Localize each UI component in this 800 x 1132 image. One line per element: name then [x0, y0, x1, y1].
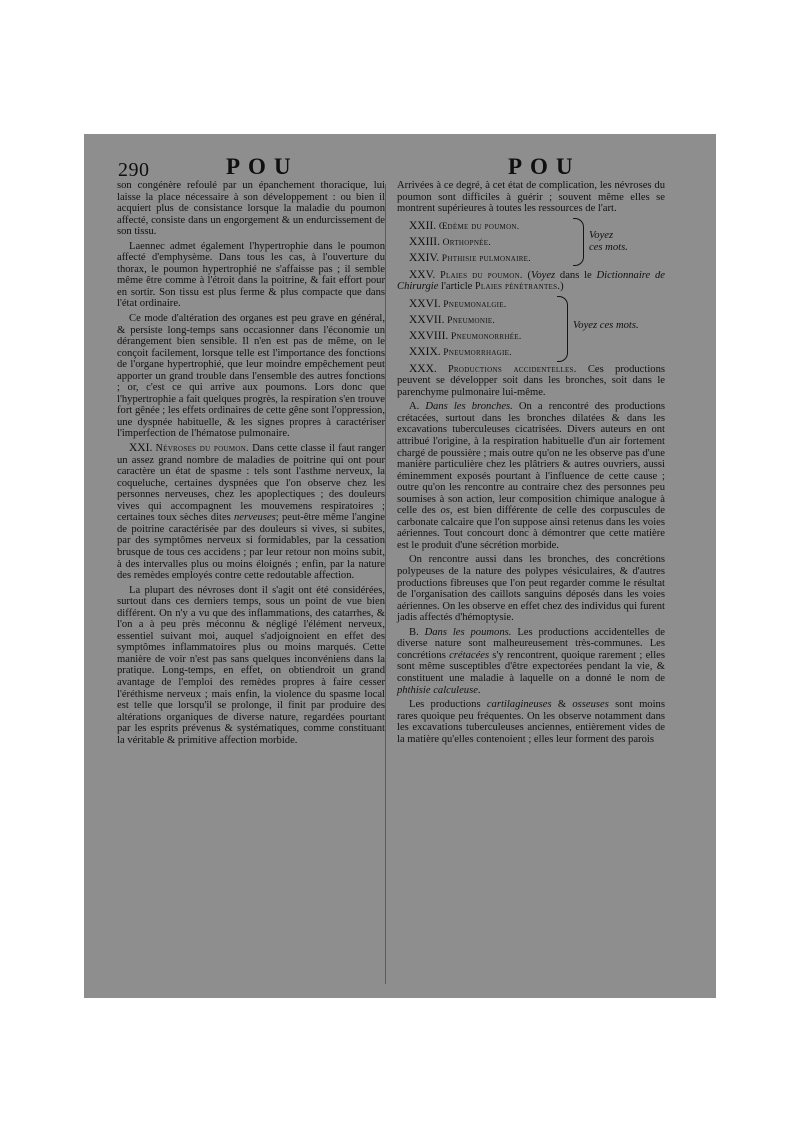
- subsection-b: [397, 627, 665, 696]
- subsection-letter: A.: [409, 401, 420, 413]
- page-number: 290: [118, 159, 150, 181]
- section-xxi: [117, 443, 385, 582]
- left-column: [117, 180, 385, 749]
- list-item-label: Phthisie pulmonaire.: [441, 253, 531, 264]
- section-heading: Plaies du poumon.: [440, 269, 523, 281]
- list-item-label: Pneumonie.: [447, 315, 496, 326]
- list-item-label: Pneumorrhagie.: [443, 347, 512, 358]
- list-item-label: Orthopnée.: [442, 237, 492, 248]
- section-xxx: [397, 364, 665, 399]
- column-divider: [385, 184, 386, 984]
- section-text: s'y rencontrent, quoique rarement ; elles sont même susceptibles d'être expectorées pendant la vie, & constituent une maladie à laquelle on a donné le nom de: [397, 649, 665, 684]
- paragraph: [397, 699, 665, 745]
- section-text: sont moins rares quoique peu fréquentes. On les observe notamment dans les excavations tuberculeuses anciennes, entièrement vides de la matière qu'elles contenoient ; elles leur forment des parois: [397, 699, 665, 745]
- punctuation: ): [560, 281, 564, 293]
- subsection-letter: B.: [409, 626, 419, 638]
- list-item: [397, 344, 665, 360]
- section-number: XXVI.: [409, 297, 441, 310]
- italic-term: Voyez: [531, 269, 556, 281]
- section-number: XXIX.: [409, 345, 441, 358]
- section-xxv: [397, 270, 665, 293]
- italic-term: nerveuses: [234, 512, 276, 524]
- section-text: &: [557, 699, 567, 711]
- list-item-label: Œdème du poumon.: [438, 221, 520, 232]
- italic-term: cartilagineuses: [486, 699, 552, 711]
- note-line: Voyez: [589, 229, 614, 241]
- section-number: XXX.: [409, 362, 437, 375]
- running-head-right: POU: [508, 154, 581, 179]
- section-text: , est bien différente de celle des corpuscules de carbonate calcaire que l'on suppose ainsi retenus dans les voies aériennes. Tout concourt donc à démontrer que cette matière est le produit d'une sécrétion morbide.: [397, 505, 665, 551]
- section-text: l'article: [438, 281, 476, 293]
- section-text: Dans cette classe il faut ranger un assez grand nombre de maladies de poitrine qui ont pour caractère un état de spasme : tels sont l'asthme nerveux, la coqueluche, certaines dyspnées que l'on observe chez les personnes nerveuses, chez les apoplectiques ; des douleurs vives qui accompagnent les mouvemens respiratoires ; certaines toux sèches dites: [117, 443, 385, 524]
- brace: [557, 296, 568, 362]
- section-number: XXI.: [129, 442, 153, 455]
- section-number: XXVII.: [409, 313, 445, 326]
- section-text: On a rencontré des productions crétacées, surtout dans les bronches dilatées & dans les excavations tuberculeuses cicatrisées. Divers auteurs en ont attribué l'origine, à la respiration habituelle d'un air fortement chargé de poussière ; mais outre qu'on ne les observe pas d'une manière particulière chez les plâtriers & autres ouvriers, aussi éminemment exposés pourtant à l'influence de cette cause ; outre qu'on les rencontre au contraire chez des personnes peu soumises à son action, leur composition chimique analogue à celle des: [397, 401, 665, 517]
- paragraph: Arrivées à ce degré, à cet état de complication, les névroses du poumon sont difficiles à guérir ; souvent même elles se montrent supérieures à toutes les ressources de l'art.: [397, 180, 665, 215]
- subsection-heading: Dans les bronches.: [425, 401, 513, 413]
- list-item: [397, 296, 665, 312]
- italic-term: Dictionnaire de Chirurgie: [397, 269, 665, 293]
- cross-reference-list: [397, 296, 665, 360]
- subsection-heading: Dans les poumons.: [424, 626, 512, 638]
- section-text: Ces productions peuvent se développer soit dans les bronches, soit dans le parenchyme pulmonaire lui-même.: [397, 363, 665, 398]
- section-text: ; peut-être même l'angine de poitrine caractérisée par des douleurs si vives, si subites, par des symptômes nerveux si formidables, par la cessation brusque de tous ces accidens ; par leur retour non moins subit, à des intervalles plus ou moins éloignés ; enfin, par la nature des remèdes employés contre cette redoutable affection.: [117, 512, 385, 582]
- punctuation: (: [527, 269, 532, 281]
- paragraph: Laennec admet également l'hypertrophie dans le poumon affecté d'emphysème. Dans tous les cas, à l'ouverture du thorax, le poumon hypertrophié ne s'affaisse pas ; il semble même être comme à l'étroit dans la poitrine, & fait effort pour en sortir. Son tissu est plus ferme & plus compacte que dans l'état ordinaire.: [117, 240, 385, 310]
- right-column: [397, 180, 665, 748]
- cross-reference-note: Voyez ces mots.: [573, 319, 639, 331]
- section-number: XXV.: [409, 268, 436, 281]
- paragraph: On rencontre aussi dans les bronches, des concrétions polypeuses de la nature des polypes vésiculaires, & d'autres productions fibreuses que l'on peut regarder comme le résultat de l'organisation des caillots sanguins déposés dans les voies aériennes. On les observe en effet chez des individus qui furent jadis affectés d'hémoptysie.: [397, 554, 665, 624]
- section-number: XXIV.: [409, 251, 440, 264]
- punctuation: .: [477, 684, 481, 696]
- paragraph: La plupart des névroses dont il s'agit ont été considérées, surtout dans ces derniers temps, sous un point de vue bien différent. On n'y a vu que des inflammations, des catarrhes, & l'on a à peu près méconnu & négligé l'élément nerveux, essentiel suivant moi, auquel s'adjoignoient en effet des symptômes inflammatoires plus ou moins marqués. Cette manière de voir n'est pas sans quelques inconvéniens dans la pratique. Long-temps, en effet, on obtiendroit un grand avantage de l'emploi des remèdes propres à faire cesser l'éréthisme nerveux ; mais enfin, la violence du spasme local est telle que lorsqu'il se prolonge, il finit par produire des altérations organiques de diverse nature, regardées pourtant par les esprits prévenus & systématiques, comme constituant la véritable & primitive affection morbide.: [117, 584, 385, 746]
- italic-term: phthisie calculeuse: [397, 684, 478, 696]
- section-number: XXIII.: [409, 235, 440, 248]
- brace: [573, 218, 584, 266]
- section-text: dans le: [555, 269, 597, 281]
- scanned-page: [84, 134, 716, 998]
- italic-term: osseuses: [572, 699, 609, 711]
- subsection-a: [397, 401, 665, 551]
- list-item-label: Pneumonorrhée.: [450, 331, 522, 342]
- paragraph: son congénère refoulé par un épanchement thoracique, lui laisse la place nécessaire à son développement : ou bien il acquiert plus de consistance lorsque la maladie du poumon affecté, consiste dans un engorgement & un endurcissement de son tissu.: [117, 180, 385, 238]
- cross-reference-list: [397, 218, 665, 266]
- italic-term: crétacées: [449, 649, 490, 661]
- section-heading: Productions accidentelles.: [448, 363, 577, 375]
- cross-reference-note: [589, 230, 628, 254]
- section-text: Les productions accidentelles de diverse nature sont malheureusement très-communes. Les concrétions: [397, 626, 665, 661]
- list-item-label: Pneumonalgie.: [443, 299, 507, 310]
- section-heading: Névroses du poumon.: [155, 443, 249, 455]
- article-reference: Plaies pénétrantes.: [475, 281, 561, 293]
- section-number: XXII.: [409, 219, 437, 232]
- italic-term: os: [440, 505, 450, 517]
- section-text: Les productions: [409, 699, 481, 711]
- section-number: XXVIII.: [409, 329, 449, 342]
- running-head-left: POU: [226, 154, 299, 179]
- paragraph: Ce mode d'altération des organes est peu grave en général, & persiste long-temps sans occasionner dans l'économie un dérangement bien sensible. Il n'en est pas de même, on le conçoit facilement, lorsque telle est l'importance des fonctions de l'organe hypertrophié, que leur moindre empêchement peut apporter un grand trouble dans l'ensemble des autres fonctions ; or, c'est ce qui arrive aux poumons. Lors donc que l'hypertrophie a fait quelques progrès, la respiration s'en trouve fort gênée ; les effets ordinaires de cette gêne sont l'oppression, une dyspnée habituelle, & les signes propres à caractériser l'imperfection de l'hématose pulmonaire.: [117, 313, 385, 440]
- note-line: ces mots.: [589, 241, 628, 253]
